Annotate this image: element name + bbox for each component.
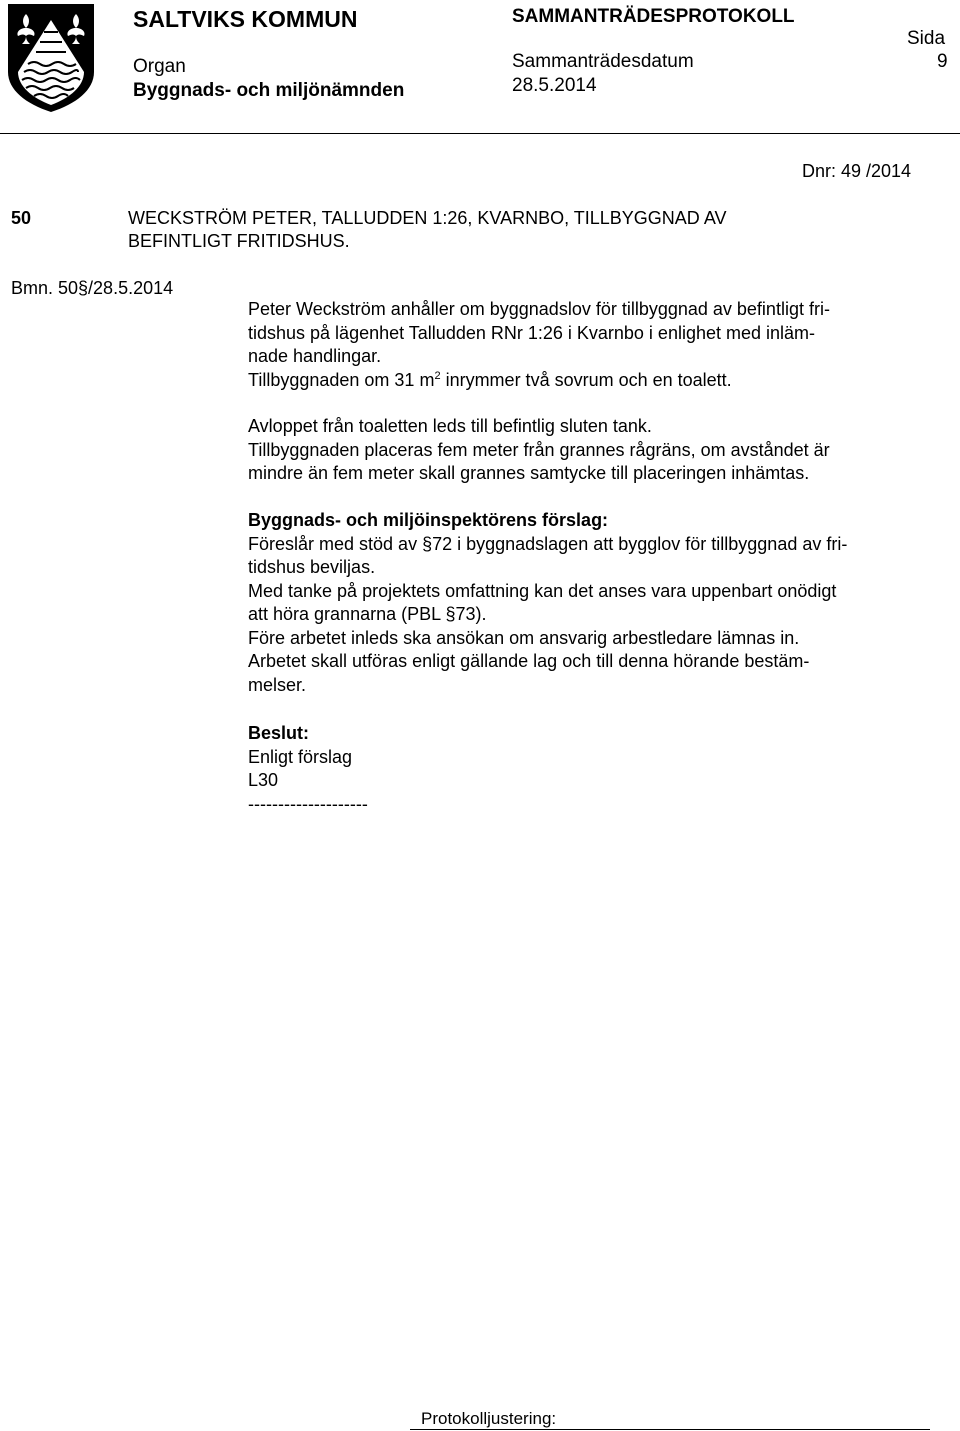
proposal-section: [248, 509, 938, 697]
text-line: att höra grannarna (PBL §73).: [248, 604, 487, 624]
text-line: Avloppet från toaletten leds till befintlig sluten tank.: [248, 416, 652, 436]
header-divider: [0, 133, 960, 134]
meeting-date-label: Sammanträdesdatum: [512, 51, 694, 72]
document-type: SAMMANTRÄDESPROTOKOLL: [512, 6, 795, 27]
page-label: Sida: [907, 28, 946, 49]
case-title-line1: WECKSTRÖM PETER, TALLUDDEN 1:26, KVARNBO, TILLBYGGNAD AV: [128, 208, 727, 228]
signature-label: Protokolljustering:: [421, 1409, 557, 1428]
meeting-date-value: 28.5.2014: [512, 75, 597, 96]
case-title-line2: BEFINTLIGT FRITIDSHUS.: [128, 231, 350, 251]
text-line: L30: [248, 770, 279, 790]
signature-line: [410, 1429, 930, 1430]
text-line: --------------------: [248, 793, 368, 814]
decision-heading: Beslut:: [248, 723, 310, 743]
text-line: mindre än fem meter skall grannes samtycke till placeringen inhämtas.: [248, 463, 810, 483]
coat-of-arms-icon: [6, 2, 96, 119]
text-line: tidshus på lägenhet Talludden RNr 1:26 i Kvarnbo i enlighet med inläm-: [248, 322, 816, 343]
text-line: Arbetet skall utföras enligt gällande lag och till denna hörande bestäm-: [248, 651, 810, 671]
page-number: 9: [937, 51, 948, 72]
text-line: Före arbetet inleds ska ansökan om ansvarig arbestledare lämnas in.: [248, 627, 800, 648]
paragraph-application: [248, 298, 938, 392]
decision-section: [248, 722, 938, 816]
text-line: nade handlingar.: [248, 346, 382, 366]
text-line: Tillbyggnaden placeras fem meter från grannes rågräns, om avståndet är: [248, 439, 830, 460]
text-line: melser.: [248, 674, 307, 695]
organ-label: Organ: [133, 56, 186, 77]
text-line: Med tanke på projektets omfattning kan det anses vara uppenbart onödigt: [248, 580, 837, 601]
text-line: tidshus beviljas.: [248, 557, 376, 577]
section-number: 50: [11, 208, 32, 228]
paragraph-details: [248, 415, 938, 486]
case-reference: Bmn. 50§/28.5.2014: [11, 278, 174, 298]
organ-value: Byggnads- och miljönämnden: [133, 80, 405, 101]
text-line: Tillbyggnaden om 31 $m^2$ inrymmer två sovrum och en toalett.: [248, 369, 732, 390]
proposal-heading: Byggnads- och miljöinspektörens förslag:: [248, 510, 609, 530]
text-line: Föreslår med stöd av §72 i byggnadslagen att bygglov för tillbyggnad av fri-: [248, 533, 848, 554]
diary-number: Dnr: 49 /2014: [802, 161, 912, 181]
text-line: Enligt förslag: [248, 746, 353, 767]
municipality-name: SALTVIKS KOMMUN: [133, 6, 358, 32]
text-line: Peter Weckström anhåller om byggnadslov för tillbyggnad av befintligt fri-: [248, 299, 830, 319]
